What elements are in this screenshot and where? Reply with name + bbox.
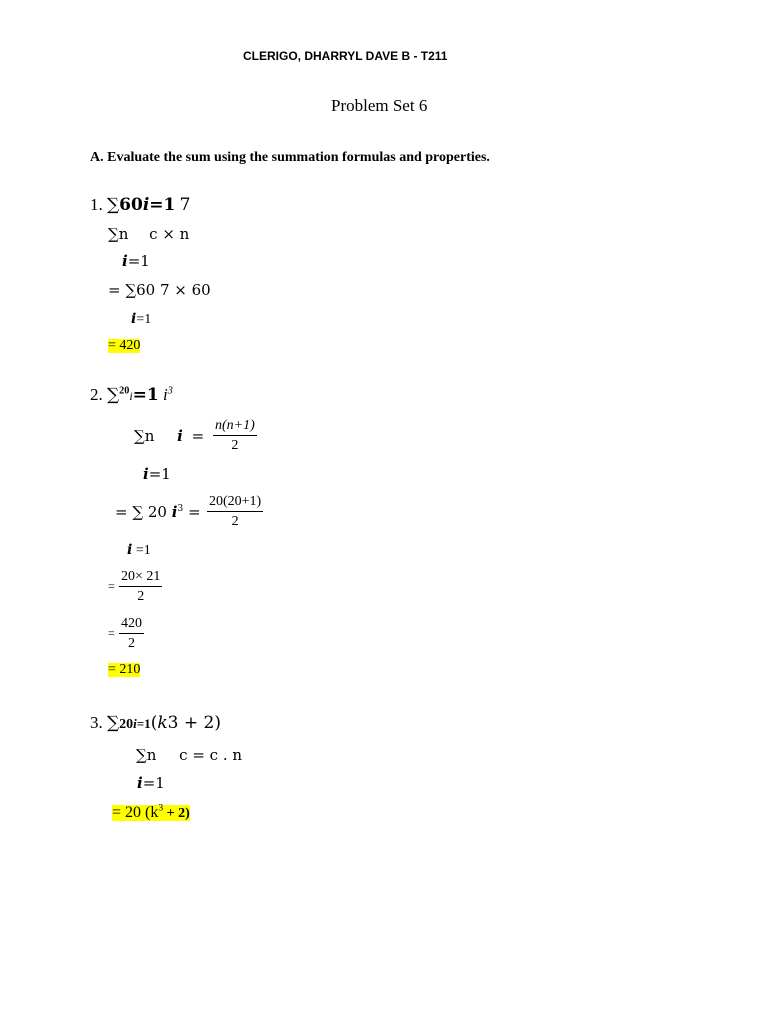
problem-3-rule-expr: c = c . n: [179, 746, 243, 764]
problem-2-step-1-exponent: 3: [177, 504, 184, 514]
problem-3-number: 3.: [90, 713, 103, 732]
problem-1-term: 7: [179, 195, 191, 215]
fraction-denominator: 2: [128, 636, 135, 651]
problem-2-step-1-lower: [127, 543, 151, 558]
problem-1-number: 1.: [90, 195, 103, 214]
problem-2-term-base: i: [163, 385, 168, 404]
problem-2-index: i: [129, 389, 133, 403]
problem-3-term-rest: 3 + 2): [167, 713, 221, 733]
fraction-numerator: 20(20+1): [207, 495, 263, 512]
problem-2-step-1-sigma: ∑: [132, 503, 144, 521]
problem-2-rule-fraction: [213, 419, 257, 453]
problem-2-term-exponent: 3: [167, 385, 173, 397]
equals: =: [108, 281, 121, 299]
problem-3-answer-exponent: 3: [158, 802, 164, 814]
problem-2-term: [163, 385, 173, 404]
section-a-heading: A. Evaluate the sum using the summation formulas and properties.: [90, 150, 490, 165]
problem-2-rule-lower-value: =1: [148, 465, 171, 483]
problem-3-answer-prefix: = 20 (k: [112, 804, 159, 821]
problem-2-step-1-upper: 20: [147, 503, 167, 521]
problem-2-step-2-fraction: [119, 570, 162, 604]
page-title: Problem Set 6: [331, 96, 428, 115]
problem-2-step-1-lower-index: i: [127, 542, 133, 558]
fraction-denominator: 2: [231, 514, 239, 529]
problem-1-rule-lower: [122, 254, 150, 269]
problem-2-rule-sigma: ∑n: [134, 427, 155, 445]
fraction-denominator: 2: [231, 438, 239, 453]
problem-1-rule-index: i: [122, 252, 128, 270]
problem-2-step-3-fraction: [119, 617, 144, 651]
fraction-numerator: 420: [119, 617, 144, 634]
problem-1-rule-expr: c × n: [149, 225, 190, 243]
sigma-symbol: ∑: [107, 713, 120, 733]
problem-3-rule-lower-value: =1: [142, 774, 165, 792]
problem-2-step-1-lower-value: =1: [135, 543, 151, 558]
problem-1-step-1-index: i: [131, 311, 137, 327]
problem-3-rule-index: i: [137, 774, 143, 792]
problem-2-rule-lower-index: i: [143, 465, 149, 483]
problem-2-answer: = 210: [108, 662, 141, 677]
problem-2-step-1-index: i: [171, 503, 178, 521]
problem-3-answer-suffix: + 2): [163, 806, 190, 821]
author-header: CLERIGO, DHARRYL DAVE B - T211: [243, 49, 448, 63]
problem-1-rule-lower-value: =1: [127, 252, 150, 270]
problem-3-rule: [136, 748, 242, 763]
problem-1-rule-sigma: ∑n: [108, 225, 129, 243]
problem-1-lower-limit: =1: [149, 195, 176, 215]
equals: =: [108, 579, 115, 593]
problem-2-rule-index: i: [177, 427, 183, 445]
problem-2-step-1: [115, 505, 201, 520]
problem-3-upper-limit: 20: [119, 717, 134, 732]
problem-3-index: i: [133, 716, 137, 731]
problem-3-answer: [112, 802, 190, 821]
problem-3-term-open: (: [150, 713, 158, 733]
problem-2-number: 2.: [90, 385, 103, 404]
problem-1-step-1-lower-value: =1: [136, 312, 152, 327]
problem-1-step-1-sigma: ∑60: [125, 281, 156, 299]
problem-2-rule: [134, 429, 204, 444]
problem-3-lower-limit: =1: [136, 716, 151, 731]
problem-3-statement: [90, 714, 221, 732]
problem-1-upper-limit: 60: [119, 195, 143, 215]
problem-2-upper-limit: 20: [119, 385, 130, 397]
sigma-symbol: ∑: [107, 385, 120, 405]
equals: =: [191, 427, 205, 445]
problem-2-lower-limit: =1: [132, 385, 159, 405]
equals: =: [115, 503, 128, 521]
problem-2-step-1-fraction: [207, 495, 263, 529]
problem-3-term-variable: k: [157, 713, 168, 733]
fraction-denominator: 2: [137, 589, 145, 604]
problem-1-answer: = 420: [108, 338, 141, 353]
fraction-numerator: 20× 21: [119, 570, 162, 587]
problem-1-statement: [90, 196, 190, 214]
problem-1-step-1-lower: [131, 312, 151, 327]
problem-2-rule-lower: [143, 467, 171, 482]
problem-2-statement: [90, 386, 173, 404]
problem-3-rule-lower: [137, 776, 165, 791]
sigma-symbol: ∑: [107, 195, 120, 215]
fraction-numerator: n(n+1): [213, 419, 257, 436]
problem-1-index: i: [142, 195, 150, 215]
problem-3-rule-sigma: ∑n: [136, 746, 157, 764]
problem-1-step-1: [108, 283, 211, 298]
problem-1-step-1-expr: 7 × 60: [159, 281, 211, 299]
problem-1-rule: [108, 227, 189, 242]
equals: =: [187, 503, 201, 521]
equals: =: [108, 626, 115, 640]
